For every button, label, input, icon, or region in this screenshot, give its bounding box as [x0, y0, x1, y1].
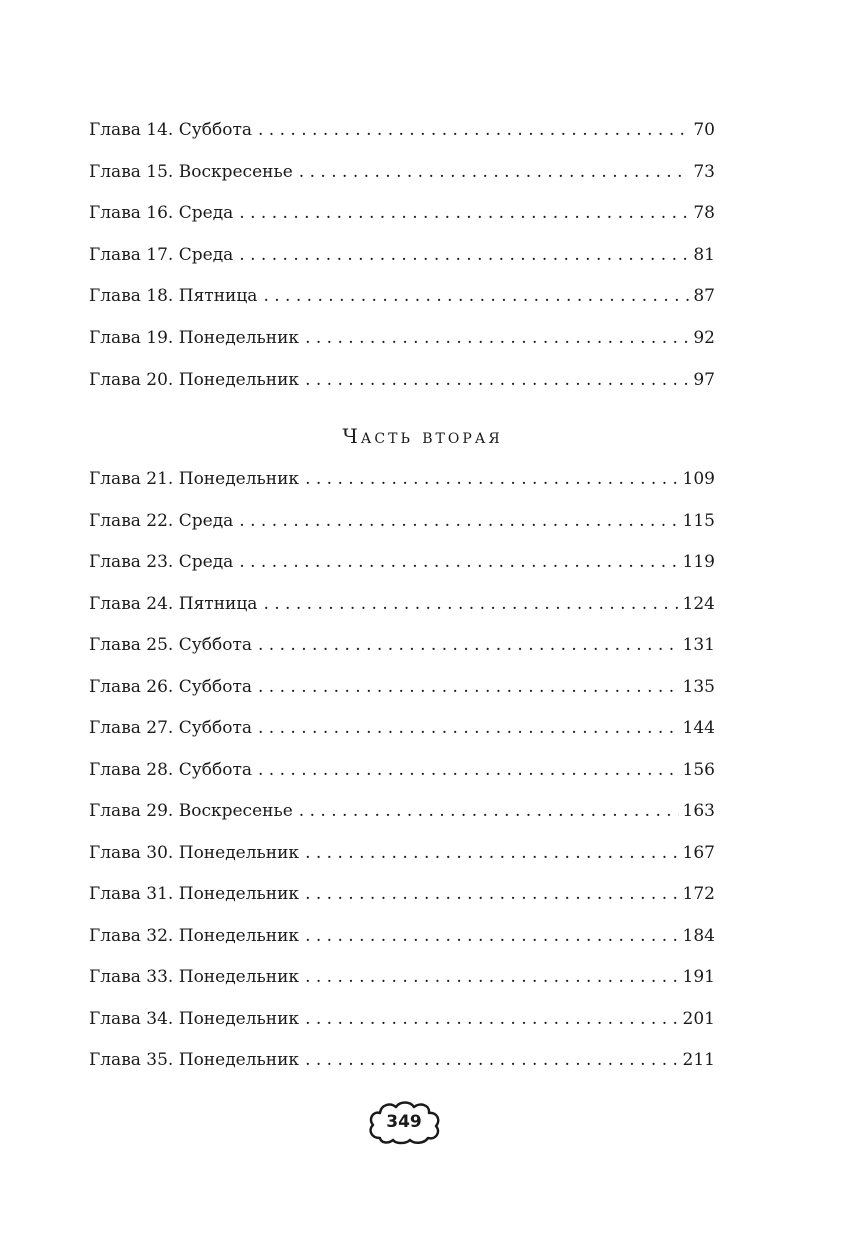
toc-entry-title: Глава 35. Понедельник [89, 1050, 300, 1070]
toc-entry [89, 368, 715, 392]
toc-entry-title: Глава 16. Среда [89, 203, 234, 223]
toc-entry [89, 841, 715, 865]
toc-entry-page: 156 [682, 760, 715, 780]
toc-entry-page: 78 [693, 203, 715, 223]
leader-dots [305, 368, 689, 392]
toc-entry [89, 799, 715, 823]
toc-entry-title: Глава 26. Суббота [89, 677, 252, 697]
toc-entry [89, 326, 715, 350]
leader-dots [305, 326, 689, 350]
toc-entry-title: Глава 25. Суббота [89, 635, 252, 655]
leader-dots [258, 633, 679, 657]
toc-entry-title: Глава 32. Понедельник [89, 926, 300, 946]
toc-entry-page: 135 [682, 677, 715, 697]
toc-entry [89, 882, 715, 906]
toc-entry-title: Глава 15. Воскресенье [89, 162, 293, 182]
leader-dots [258, 758, 679, 782]
toc-entry-title: Глава 18. Пятница [89, 286, 258, 306]
toc-entry [89, 1048, 715, 1072]
toc-entry-page: 81 [693, 245, 715, 265]
leader-dots [258, 716, 679, 740]
toc-entry-title: Глава 24. Пятница [89, 594, 258, 614]
leader-dots [263, 592, 678, 616]
toc-entry [89, 284, 715, 308]
toc-entry-page: 172 [682, 884, 715, 904]
toc-entry-page: 73 [693, 162, 715, 182]
toc-entry-page: 191 [682, 967, 715, 987]
leader-dots [305, 841, 678, 865]
leader-dots [258, 118, 689, 142]
leader-dots [239, 201, 689, 225]
toc-entry [89, 716, 715, 740]
toc-entry-title: Глава 17. Среда [89, 245, 234, 265]
toc-entry-title: Глава 33. Понедельник [89, 967, 300, 987]
toc-entry-title: Глава 14. Суббота [89, 120, 252, 140]
toc-entry [89, 965, 715, 989]
page-number-badge [366, 1098, 442, 1146]
leader-dots [299, 799, 679, 823]
leader-dots [305, 467, 678, 491]
toc-entry-title: Глава 31. Понедельник [89, 884, 300, 904]
toc-entry [89, 509, 715, 533]
toc-entry-page: 92 [693, 328, 715, 348]
toc-entry-title: Глава 19. Понедельник [89, 328, 300, 348]
toc-entry-page: 119 [682, 552, 715, 572]
toc-entry [89, 467, 715, 491]
toc-entry-page: 144 [682, 718, 715, 738]
part-two-heading: Часть вторая [342, 424, 503, 448]
leader-dots [239, 509, 678, 533]
leader-dots [305, 924, 678, 948]
toc-entry-page: 167 [682, 843, 715, 863]
toc-entry-page: 211 [682, 1050, 715, 1070]
leader-dots [305, 882, 678, 906]
toc-entry [89, 675, 715, 699]
leader-dots [239, 243, 689, 267]
leader-dots [305, 1048, 678, 1072]
toc-entry-page: 124 [682, 594, 715, 614]
toc-entry-title: Глава 27. Суббота [89, 718, 252, 738]
toc-entry [89, 201, 715, 225]
leader-dots [305, 1007, 678, 1031]
toc-entry-page: 163 [682, 801, 715, 821]
page-number: 349 [386, 1112, 422, 1132]
toc-entry-title: Глава 23. Среда [89, 552, 234, 572]
toc-entry-title: Глава 29. Воскресенье [89, 801, 293, 821]
toc-entry-page: 201 [682, 1009, 715, 1029]
toc-entry [89, 243, 715, 267]
toc-entry [89, 1007, 715, 1031]
toc-entry-title: Глава 34. Понедельник [89, 1009, 300, 1029]
toc-entry-title: Глава 20. Понедельник [89, 370, 300, 390]
toc-entry-page: 131 [682, 635, 715, 655]
toc-entry-page: 97 [693, 370, 715, 390]
leader-dots [263, 284, 689, 308]
toc-entry [89, 924, 715, 948]
toc-entry [89, 758, 715, 782]
toc-entry-title: Глава 28. Суббота [89, 760, 252, 780]
toc-entry-page: 109 [682, 469, 715, 489]
toc-entry [89, 633, 715, 657]
toc-entry [89, 550, 715, 574]
toc-entry-page: 115 [682, 511, 715, 531]
toc-entry [89, 592, 715, 616]
leader-dots [305, 965, 678, 989]
leader-dots [299, 160, 690, 184]
toc-entry-title: Глава 21. Понедельник [89, 469, 300, 489]
toc-entry-page: 184 [682, 926, 715, 946]
leader-dots [239, 550, 678, 574]
toc-entry-title: Глава 22. Среда [89, 511, 234, 531]
leader-dots [258, 675, 679, 699]
toc-entry [89, 160, 715, 184]
toc-entry [89, 118, 715, 142]
toc-entry-title: Глава 30. Понедельник [89, 843, 300, 863]
toc-entry-page: 70 [693, 120, 715, 140]
toc-entry-page: 87 [693, 286, 715, 306]
